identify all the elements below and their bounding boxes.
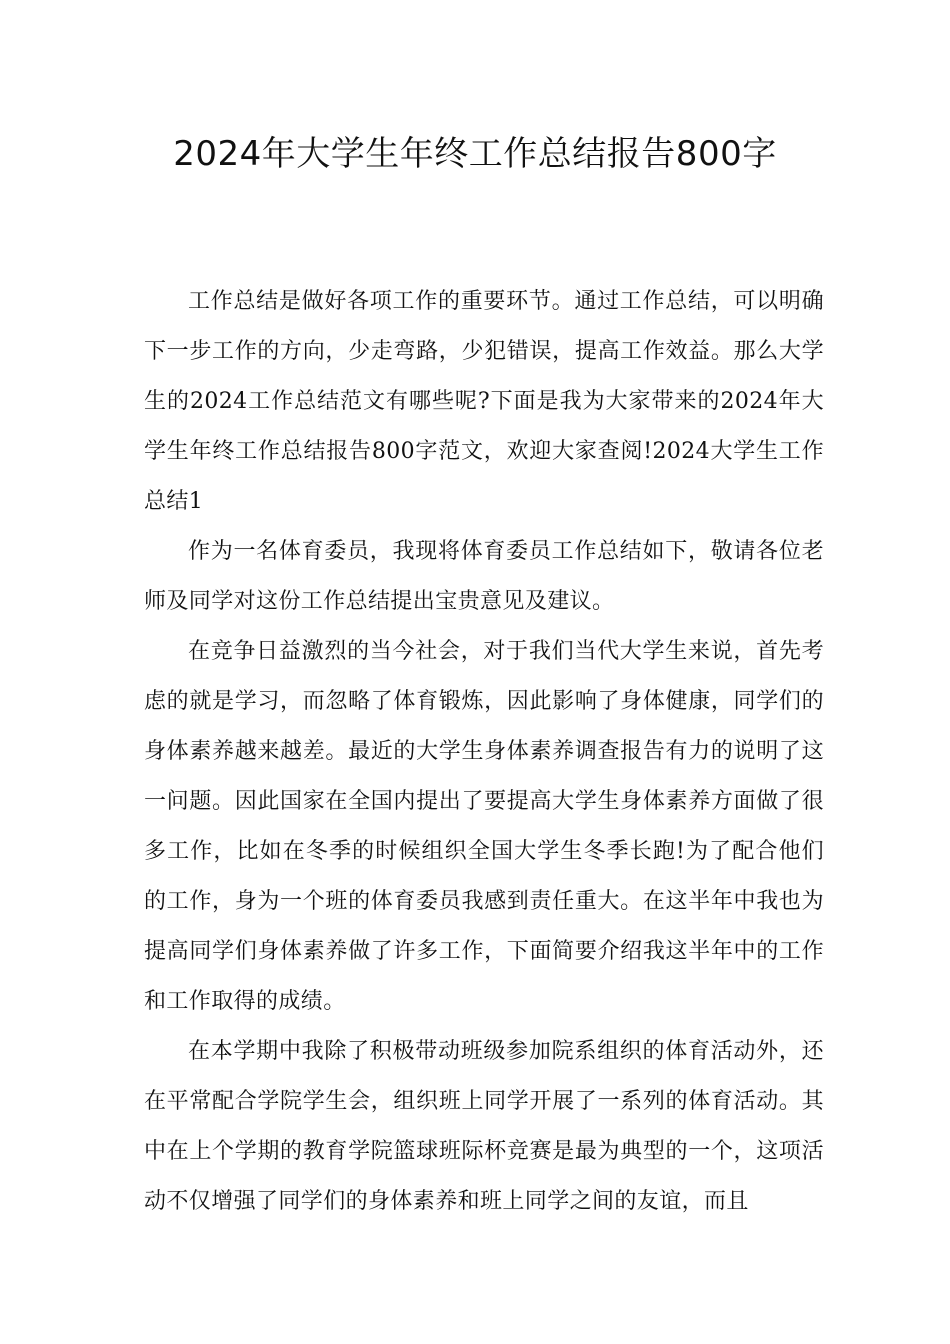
- paragraph-intro: 工作总结是做好各项工作的重要环节。通过工作总结，可以明确下一步工作的方向，少走弯路，少犯错误，提高工作效益。那么大学生的2024工作总结范文有哪些呢?下面是我为大家带来的2024年大学生年终工作总结报告800字范文，欢迎大家查阅!2024大学生工作总结1: [144, 289, 824, 514]
- document-body: [144, 277, 824, 1227]
- document-title: 2024年大学生年终工作总结报告800字: [173, 134, 777, 174]
- paragraph-activities: 在本学期中我除了积极带动班级参加院系组织的体育活动外，还在平常配合学院学生会，组织班上同学开展了一系列的体育活动。其中在上个学期的教育学院篮球班际杯竞赛是最为典型的一个，这项活动不仅增强了同学们的身体素养和班上同学之间的友谊，而且: [144, 1039, 824, 1214]
- paragraph-role: 作为一名体育委员，我现将体育委员工作总结如下，敬请各位老师及同学对这份工作总结提出宝贵意见及建议。: [144, 539, 824, 614]
- paragraph-background: 在竞争日益激烈的当今社会，对于我们当代大学生来说，首先考虑的就是学习，而忽略了体育锻炼，因此影响了身体健康，同学们的身体素养越来越差。最近的大学生身体素养调查报告有力的说明了这一问题。因此国家在全国内提出了要提高大学生身体素养方面做了很多工作，比如在冬季的时候组织全国大学生冬季长跑!为了配合他们的工作，身为一个班的体育委员我感到责任重大。在这半年中我也为提高同学们身体素养做了许多工作，下面简要介绍我这半年中的工作和工作取得的成绩。: [144, 639, 824, 1014]
